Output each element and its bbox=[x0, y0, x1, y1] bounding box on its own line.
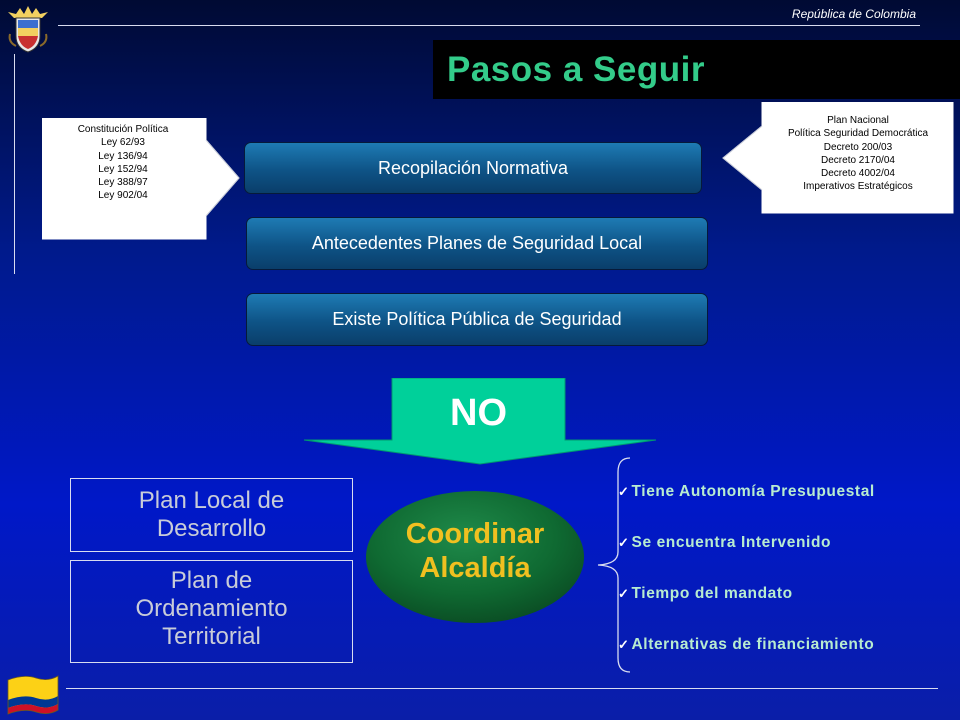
plan-line: Plan Local de bbox=[138, 487, 285, 514]
step-regulatory-compilation: Recopilación Normativa bbox=[244, 142, 702, 194]
list-item: ✓ Alternativas de financiamiento bbox=[618, 636, 875, 653]
page-title: Pasos a Seguir bbox=[447, 49, 705, 89]
policy-source-item: Decreto 4002/04 bbox=[821, 168, 895, 180]
header-divider bbox=[58, 25, 920, 26]
list-item: ✓ Tiempo del mandato bbox=[618, 585, 793, 602]
legal-source-item: Ley 902/04 bbox=[98, 190, 148, 202]
left-divider bbox=[14, 54, 15, 274]
plan-line: Ordenamiento bbox=[135, 595, 288, 622]
legal-source-item: Ley 136/94 bbox=[98, 150, 148, 162]
colombia-flag-icon bbox=[4, 672, 62, 718]
policy-source-item: Imperativos Estratégicos bbox=[803, 181, 913, 193]
step-public-security-policy: Existe Política Pública de Seguridad bbox=[246, 293, 708, 346]
coordinate-line: Alcaldía bbox=[419, 552, 531, 584]
legal-source-item: Ley 62/93 bbox=[101, 137, 145, 149]
coordinate-line: Coordinar bbox=[405, 518, 545, 550]
plan-line: Plan de bbox=[170, 567, 253, 594]
check-icon: ✓ bbox=[618, 535, 630, 550]
policy-source-item: Decreto 200/03 bbox=[823, 141, 893, 153]
plan-line: Territorial bbox=[162, 623, 261, 650]
title-bar bbox=[433, 40, 960, 99]
legal-sources-callout bbox=[42, 118, 242, 240]
legal-source-item: Ley 388/97 bbox=[98, 177, 148, 189]
footer-divider bbox=[66, 688, 938, 689]
list-item: ✓ Se encuentra Intervenido bbox=[618, 534, 832, 551]
coat-of-arms-icon bbox=[6, 4, 50, 54]
check-icon: ✓ bbox=[618, 637, 630, 652]
policy-source-item: Política Seguridad Democrática bbox=[787, 128, 929, 140]
policy-sources-callout bbox=[722, 102, 954, 214]
legal-source-item: Constitución Política bbox=[77, 124, 169, 135]
country-label: República de Colombia bbox=[791, 7, 916, 21]
policy-source-item: Plan Nacional bbox=[827, 115, 889, 126]
legal-source-item: Ley 152/94 bbox=[98, 163, 148, 175]
policy-source-item: Decreto 2170/04 bbox=[821, 154, 895, 166]
step-local-security-plans: Antecedentes Planes de Seguridad Local bbox=[246, 217, 708, 270]
plan-local-development-box bbox=[70, 478, 353, 552]
coordinate-label bbox=[365, 517, 585, 585]
plan-territorial-ordering-box bbox=[70, 560, 353, 663]
list-item: ✓ Tiene Autonomía Presupuestal bbox=[618, 483, 875, 500]
decision-label: NO bbox=[450, 392, 507, 434]
plan-line: Desarrollo bbox=[156, 515, 267, 542]
check-icon: ✓ bbox=[618, 586, 630, 601]
check-icon: ✓ bbox=[618, 484, 630, 499]
